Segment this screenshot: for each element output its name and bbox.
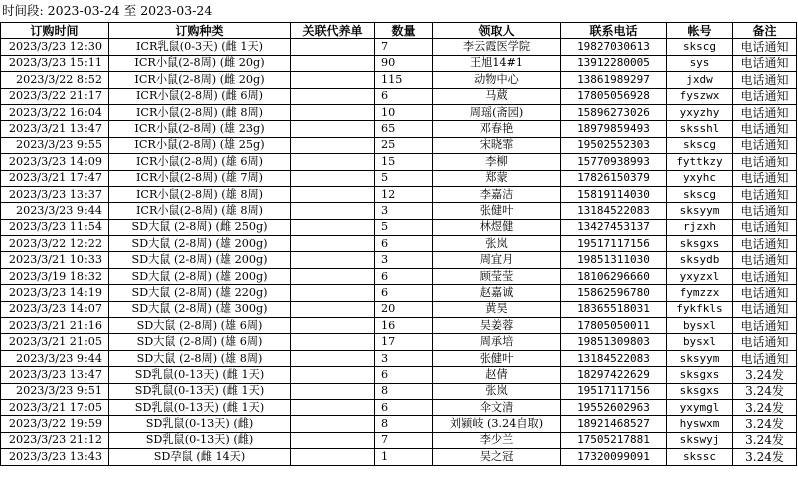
phone-cell: 19552602963 bbox=[561, 399, 667, 415]
order-time-cell: 2023/3/23 14:07 bbox=[1, 301, 109, 317]
table-row bbox=[1, 432, 797, 448]
table-row bbox=[1, 236, 797, 252]
account-cell: sksyym bbox=[667, 350, 733, 366]
note-cell: 3.24发 bbox=[733, 399, 797, 415]
recipient-cell: 伞文清 bbox=[433, 399, 561, 415]
table-row bbox=[1, 416, 797, 432]
note-cell: 电话通知 bbox=[733, 121, 797, 137]
order-type-cell: SD大鼠 (2-8周) (雄 6周) bbox=[109, 334, 291, 350]
order-type-cell: ICR小鼠(2-8周) (雌 8周) bbox=[109, 104, 291, 120]
related-order-cell bbox=[291, 399, 375, 415]
account-cell: bysxl bbox=[667, 318, 733, 334]
account-cell: sys bbox=[667, 55, 733, 71]
quantity-cell: 115 bbox=[375, 72, 433, 88]
header-quantity: 数量 bbox=[375, 23, 433, 39]
order-type-cell: SD大鼠 (2-8周) (雄 200g) bbox=[109, 236, 291, 252]
table-row bbox=[1, 252, 797, 268]
related-order-cell bbox=[291, 416, 375, 432]
account-cell: yxyhc bbox=[667, 170, 733, 186]
related-order-cell bbox=[291, 236, 375, 252]
related-order-cell bbox=[291, 203, 375, 219]
account-cell: bysxl bbox=[667, 334, 733, 350]
note-cell: 电话通知 bbox=[733, 318, 797, 334]
account-cell: sksyym bbox=[667, 203, 733, 219]
order-type-cell: ICR小鼠(2-8周) (雄 8周) bbox=[109, 186, 291, 202]
related-order-cell bbox=[291, 334, 375, 350]
order-time-cell: 2023/3/22 8:52 bbox=[1, 72, 109, 88]
note-cell: 电话通知 bbox=[733, 39, 797, 55]
related-order-cell bbox=[291, 449, 375, 465]
phone-cell: 17805050011 bbox=[561, 318, 667, 334]
header-phone: 联系电话 bbox=[561, 23, 667, 39]
account-cell: skscg bbox=[667, 186, 733, 202]
related-order-cell bbox=[291, 88, 375, 104]
phone-cell: 15896273026 bbox=[561, 104, 667, 120]
order-time-cell: 2023/3/19 18:32 bbox=[1, 268, 109, 284]
table-row bbox=[1, 399, 797, 415]
order-time-cell: 2023/3/23 9:51 bbox=[1, 383, 109, 399]
header-order-time: 订购时间 bbox=[1, 23, 109, 39]
quantity-cell: 8 bbox=[375, 416, 433, 432]
table-row bbox=[1, 137, 797, 153]
quantity-cell: 6 bbox=[375, 268, 433, 284]
recipient-cell: 顾莹莹 bbox=[433, 268, 561, 284]
table-row bbox=[1, 268, 797, 284]
related-order-cell bbox=[291, 170, 375, 186]
header-account: 帐号 bbox=[667, 23, 733, 39]
order-type-cell: SD乳鼠(0-13天) (雌) bbox=[109, 432, 291, 448]
order-time-cell: 2023/3/23 12:30 bbox=[1, 39, 109, 55]
order-time-cell: 2023/3/23 11:54 bbox=[1, 219, 109, 235]
order-type-cell: ICR小鼠(2-8周) (雄 7周) bbox=[109, 170, 291, 186]
order-type-cell: SD大鼠 (2-8周) (雄 200g) bbox=[109, 268, 291, 284]
account-cell: sksgxs bbox=[667, 236, 733, 252]
account-cell: sksshl bbox=[667, 121, 733, 137]
order-type-cell: ICR乳鼠(0-3天) (雌 1天) bbox=[109, 39, 291, 55]
quantity-cell: 3 bbox=[375, 252, 433, 268]
order-type-cell: SD大鼠 (2-8周) (雄 300g) bbox=[109, 301, 291, 317]
order-type-cell: SD乳鼠(0-13天) (雌 1天) bbox=[109, 367, 291, 383]
order-type-cell: ICR小鼠(2-8周) (雄 8周) bbox=[109, 203, 291, 219]
order-time-cell: 2023/3/23 15:11 bbox=[1, 55, 109, 71]
account-cell: fyttkzy bbox=[667, 154, 733, 170]
related-order-cell bbox=[291, 39, 375, 55]
order-time-cell: 2023/3/23 9:44 bbox=[1, 350, 109, 366]
related-order-cell bbox=[291, 154, 375, 170]
account-cell: yxyzxl bbox=[667, 268, 733, 284]
order-type-cell: SD大鼠 (2-8周) (雄 220g) bbox=[109, 285, 291, 301]
quantity-cell: 3 bbox=[375, 350, 433, 366]
header-note: 备注 bbox=[733, 23, 797, 39]
phone-cell: 13427453137 bbox=[561, 219, 667, 235]
phone-cell: 19502552303 bbox=[561, 137, 667, 153]
table-row bbox=[1, 318, 797, 334]
order-type-cell: SD大鼠 (2-8周) (雄 200g) bbox=[109, 252, 291, 268]
recipient-cell: 吴之冠 bbox=[433, 449, 561, 465]
order-time-cell: 2023/3/23 13:43 bbox=[1, 449, 109, 465]
related-order-cell bbox=[291, 301, 375, 317]
phone-cell: 18297422629 bbox=[561, 367, 667, 383]
note-cell: 电话通知 bbox=[733, 154, 797, 170]
note-cell: 电话通知 bbox=[733, 203, 797, 219]
order-type-cell: ICR小鼠(2-8周) (雄 6周) bbox=[109, 154, 291, 170]
note-cell: 电话通知 bbox=[733, 104, 797, 120]
recipient-cell: 宋晓霏 bbox=[433, 137, 561, 153]
account-cell: skswyj bbox=[667, 432, 733, 448]
recipient-cell: 张健叶 bbox=[433, 350, 561, 366]
account-cell: skscg bbox=[667, 39, 733, 55]
quantity-cell: 90 bbox=[375, 55, 433, 71]
note-cell: 电话通知 bbox=[733, 170, 797, 186]
table-row bbox=[1, 219, 797, 235]
recipient-cell: 马葳 bbox=[433, 88, 561, 104]
order-time-cell: 2023/3/23 14:09 bbox=[1, 154, 109, 170]
order-time-cell: 2023/3/21 13:47 bbox=[1, 121, 109, 137]
order-type-cell: SD孕鼠 (雌 14天) bbox=[109, 449, 291, 465]
recipient-cell: 林煜健 bbox=[433, 219, 561, 235]
order-type-cell: SD大鼠 (2-8周) (雌 250g) bbox=[109, 219, 291, 235]
phone-cell: 19851311030 bbox=[561, 252, 667, 268]
order-time-cell: 2023/3/21 17:05 bbox=[1, 399, 109, 415]
note-cell: 电话通知 bbox=[733, 236, 797, 252]
order-time-cell: 2023/3/22 12:22 bbox=[1, 236, 109, 252]
recipient-cell: 吴姜蓉 bbox=[433, 318, 561, 334]
related-order-cell bbox=[291, 72, 375, 88]
phone-cell: 18979859493 bbox=[561, 121, 667, 137]
order-time-cell: 2023/3/23 21:12 bbox=[1, 432, 109, 448]
note-cell: 电话通知 bbox=[733, 88, 797, 104]
table-row bbox=[1, 39, 797, 55]
account-cell: sksydb bbox=[667, 252, 733, 268]
recipient-cell: 黄昊 bbox=[433, 301, 561, 317]
order-time-cell: 2023/3/22 21:17 bbox=[1, 88, 109, 104]
related-order-cell bbox=[291, 121, 375, 137]
note-cell: 电话通知 bbox=[733, 186, 797, 202]
recipient-cell: 李少兰 bbox=[433, 432, 561, 448]
order-type-cell: ICR小鼠(2-8周) (雌 20g) bbox=[109, 55, 291, 71]
recipient-cell: 刘颍岐 (3.24自取) bbox=[433, 416, 561, 432]
table-row bbox=[1, 334, 797, 350]
recipient-cell: 赵嘉诚 bbox=[433, 285, 561, 301]
recipient-cell: 赵倩 bbox=[433, 367, 561, 383]
phone-cell: 17320099091 bbox=[561, 449, 667, 465]
order-type-cell: SD乳鼠(0-13天) (雌 1天) bbox=[109, 383, 291, 399]
note-cell: 3.24发 bbox=[733, 432, 797, 448]
note-cell: 3.24发 bbox=[733, 416, 797, 432]
table-row bbox=[1, 186, 797, 202]
phone-cell: 17826150379 bbox=[561, 170, 667, 186]
quantity-cell: 5 bbox=[375, 170, 433, 186]
note-cell: 电话通知 bbox=[733, 285, 797, 301]
account-cell: fymzzx bbox=[667, 285, 733, 301]
phone-cell: 19827030613 bbox=[561, 39, 667, 55]
quantity-cell: 8 bbox=[375, 383, 433, 399]
header-row bbox=[1, 23, 797, 39]
table-row bbox=[1, 55, 797, 71]
header-recipient: 领取人 bbox=[433, 23, 561, 39]
order-type-cell: ICR小鼠(2-8周) (雄 23g) bbox=[109, 121, 291, 137]
related-order-cell bbox=[291, 104, 375, 120]
account-cell: hyswxm bbox=[667, 416, 733, 432]
account-cell: fykfkls bbox=[667, 301, 733, 317]
recipient-cell: 李云霞医学院 bbox=[433, 39, 561, 55]
quantity-cell: 6 bbox=[375, 88, 433, 104]
note-cell: 电话通知 bbox=[733, 72, 797, 88]
quantity-cell: 5 bbox=[375, 219, 433, 235]
recipient-cell: 周承培 bbox=[433, 334, 561, 350]
related-order-cell bbox=[291, 383, 375, 399]
table-row bbox=[1, 301, 797, 317]
quantity-cell: 15 bbox=[375, 154, 433, 170]
related-order-cell bbox=[291, 268, 375, 284]
table-row bbox=[1, 72, 797, 88]
account-cell: skscg bbox=[667, 137, 733, 153]
order-time-cell: 2023/3/23 14:19 bbox=[1, 285, 109, 301]
recipient-cell: 邓春艳 bbox=[433, 121, 561, 137]
order-table bbox=[0, 22, 797, 466]
quantity-cell: 20 bbox=[375, 301, 433, 317]
note-cell: 3.24发 bbox=[733, 449, 797, 465]
recipient-cell: 郑蒙 bbox=[433, 170, 561, 186]
order-type-cell: ICR小鼠(2-8周) (雌 20g) bbox=[109, 72, 291, 88]
account-cell: jxdw bbox=[667, 72, 733, 88]
recipient-cell: 周宜月 bbox=[433, 252, 561, 268]
quantity-cell: 7 bbox=[375, 39, 433, 55]
recipient-cell: 张岚 bbox=[433, 383, 561, 399]
quantity-cell: 12 bbox=[375, 186, 433, 202]
order-type-cell: ICR小鼠(2-8周) (雄 25g) bbox=[109, 137, 291, 153]
quantity-cell: 25 bbox=[375, 137, 433, 153]
table-row bbox=[1, 203, 797, 219]
table-row bbox=[1, 104, 797, 120]
note-cell: 电话通知 bbox=[733, 350, 797, 366]
table-row bbox=[1, 367, 797, 383]
phone-cell: 13861989297 bbox=[561, 72, 667, 88]
phone-cell: 19517117156 bbox=[561, 236, 667, 252]
table-row bbox=[1, 121, 797, 137]
related-order-cell bbox=[291, 252, 375, 268]
order-type-cell: ICR小鼠(2-8周) (雌 6周) bbox=[109, 88, 291, 104]
order-time-cell: 2023/3/22 19:59 bbox=[1, 416, 109, 432]
quantity-cell: 6 bbox=[375, 367, 433, 383]
quantity-cell: 6 bbox=[375, 236, 433, 252]
phone-cell: 18921468527 bbox=[561, 416, 667, 432]
related-order-cell bbox=[291, 432, 375, 448]
order-type-cell: SD大鼠 (2-8周) (雄 6周) bbox=[109, 318, 291, 334]
table-row bbox=[1, 383, 797, 399]
quantity-cell: 6 bbox=[375, 399, 433, 415]
order-time-cell: 2023/3/21 17:47 bbox=[1, 170, 109, 186]
related-order-cell bbox=[291, 285, 375, 301]
note-cell: 电话通知 bbox=[733, 219, 797, 235]
order-type-cell: SD乳鼠(0-13天) (雌) bbox=[109, 416, 291, 432]
recipient-cell: 李嘉洁 bbox=[433, 186, 561, 202]
quantity-cell: 7 bbox=[375, 432, 433, 448]
table-row bbox=[1, 449, 797, 465]
phone-cell: 15862596780 bbox=[561, 285, 667, 301]
phone-cell: 18365518031 bbox=[561, 301, 667, 317]
order-time-cell: 2023/3/23 13:47 bbox=[1, 367, 109, 383]
table-row bbox=[1, 154, 797, 170]
recipient-cell: 动物中心 bbox=[433, 72, 561, 88]
order-time-cell: 2023/3/22 16:04 bbox=[1, 104, 109, 120]
note-cell: 3.24发 bbox=[733, 383, 797, 399]
order-time-cell: 2023/3/23 9:44 bbox=[1, 203, 109, 219]
order-time-cell: 2023/3/23 9:55 bbox=[1, 137, 109, 153]
phone-cell: 17505217881 bbox=[561, 432, 667, 448]
recipient-cell: 张健叶 bbox=[433, 203, 561, 219]
account-cell: sksgxs bbox=[667, 367, 733, 383]
account-cell: skssc bbox=[667, 449, 733, 465]
phone-cell: 15819114030 bbox=[561, 186, 667, 202]
phone-cell: 13912280005 bbox=[561, 55, 667, 71]
table-row bbox=[1, 88, 797, 104]
related-order-cell bbox=[291, 318, 375, 334]
note-cell: 电话通知 bbox=[733, 334, 797, 350]
period-label: 时间段: 2023-03-24 至 2023-03-24 bbox=[2, 3, 213, 18]
quantity-cell: 16 bbox=[375, 318, 433, 334]
note-cell: 电话通知 bbox=[733, 301, 797, 317]
header-order-type: 订购种类 bbox=[109, 23, 291, 39]
note-cell: 电话通知 bbox=[733, 252, 797, 268]
phone-cell: 19851309803 bbox=[561, 334, 667, 350]
recipient-cell: 周瑶(斋园) bbox=[433, 104, 561, 120]
order-time-cell: 2023/3/21 21:16 bbox=[1, 318, 109, 334]
phone-cell: 17805056928 bbox=[561, 88, 667, 104]
account-cell: rjzxh bbox=[667, 219, 733, 235]
phone-cell: 13184522083 bbox=[561, 203, 667, 219]
recipient-cell: 张岚 bbox=[433, 236, 561, 252]
order-type-cell: SD大鼠 (2-8周) (雄 8周) bbox=[109, 350, 291, 366]
phone-cell: 18106296660 bbox=[561, 268, 667, 284]
related-order-cell bbox=[291, 219, 375, 235]
note-cell: 3.24发 bbox=[733, 367, 797, 383]
order-time-cell: 2023/3/21 21:05 bbox=[1, 334, 109, 350]
recipient-cell: 李柳 bbox=[433, 154, 561, 170]
phone-cell: 19517117156 bbox=[561, 383, 667, 399]
related-order-cell bbox=[291, 137, 375, 153]
account-cell: fyszwx bbox=[667, 88, 733, 104]
account-cell: yxymgl bbox=[667, 399, 733, 415]
table-row bbox=[1, 170, 797, 186]
order-type-cell: SD乳鼠(0-13天) (雌 1天) bbox=[109, 399, 291, 415]
quantity-cell: 10 bbox=[375, 104, 433, 120]
phone-cell: 15770938993 bbox=[561, 154, 667, 170]
quantity-cell: 17 bbox=[375, 334, 433, 350]
related-order-cell bbox=[291, 350, 375, 366]
order-time-cell: 2023/3/23 13:37 bbox=[1, 186, 109, 202]
quantity-cell: 65 bbox=[375, 121, 433, 137]
recipient-cell: 王旭14#1 bbox=[433, 55, 561, 71]
account-cell: sksgxs bbox=[667, 383, 733, 399]
quantity-cell: 1 bbox=[375, 449, 433, 465]
quantity-cell: 3 bbox=[375, 203, 433, 219]
table-row bbox=[1, 350, 797, 366]
related-order-cell bbox=[291, 55, 375, 71]
table-row bbox=[1, 285, 797, 301]
order-time-cell: 2023/3/21 10:33 bbox=[1, 252, 109, 268]
note-cell: 电话通知 bbox=[733, 268, 797, 284]
note-cell: 电话通知 bbox=[733, 55, 797, 71]
phone-cell: 13184522083 bbox=[561, 350, 667, 366]
header-related-order: 关联代养单 bbox=[291, 23, 375, 39]
related-order-cell bbox=[291, 367, 375, 383]
related-order-cell bbox=[291, 186, 375, 202]
account-cell: yxyzhy bbox=[667, 104, 733, 120]
note-cell: 电话通知 bbox=[733, 137, 797, 153]
quantity-cell: 6 bbox=[375, 285, 433, 301]
